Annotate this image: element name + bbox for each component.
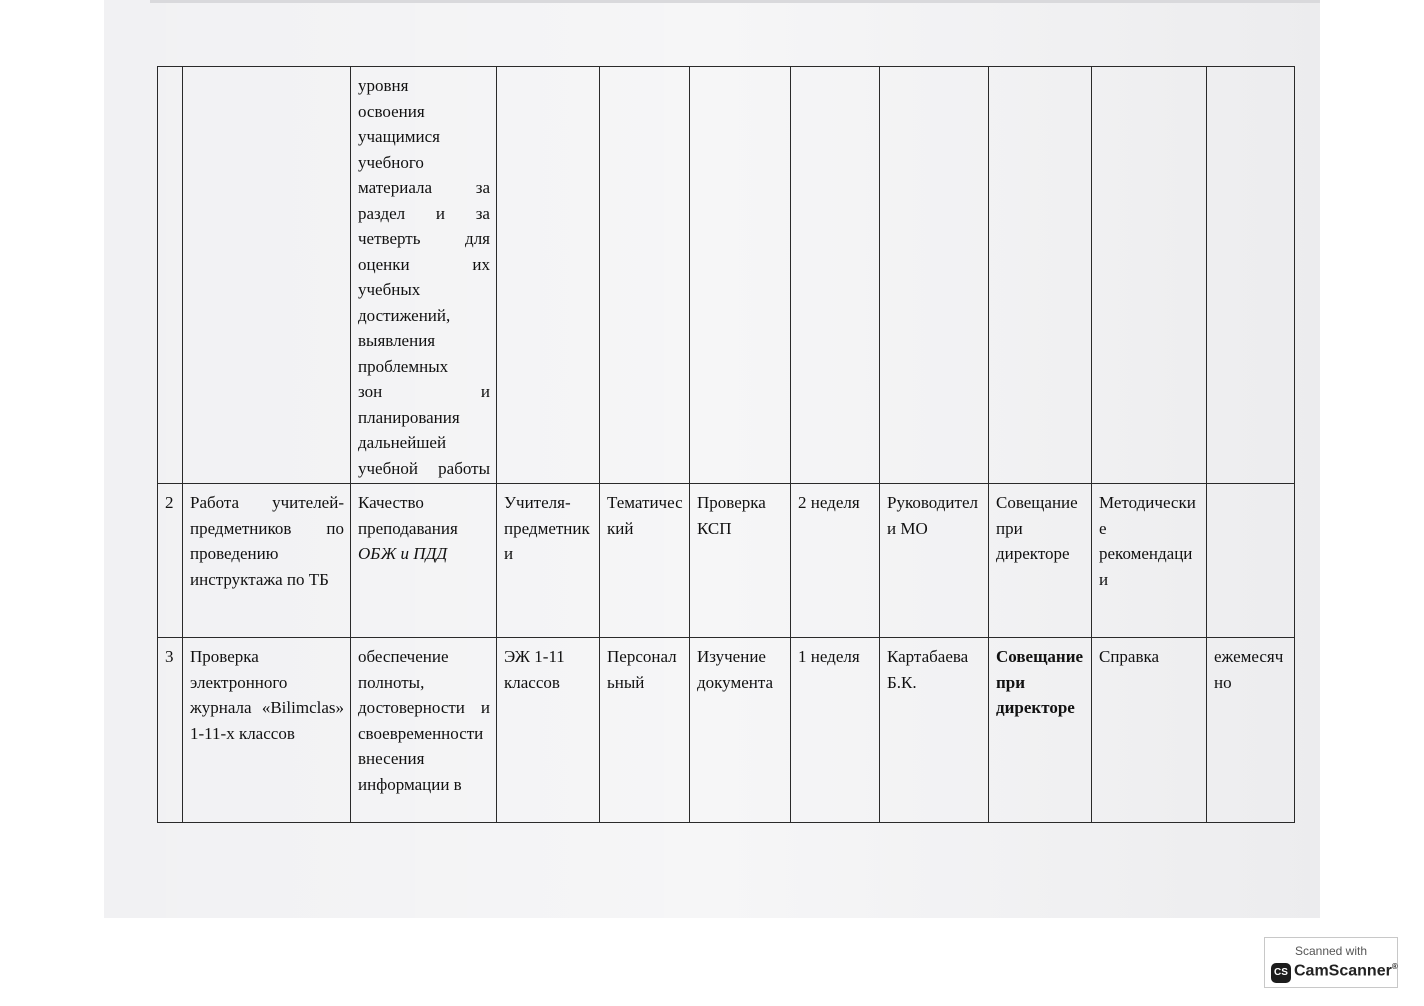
purpose-line: дальнейшей	[358, 433, 447, 452]
purpose-line	[358, 252, 490, 278]
purpose-word: работы	[438, 458, 490, 478]
cell-time: 1 неделя	[791, 638, 880, 823]
cell-type: Тематический	[600, 484, 690, 638]
purpose-italic-text: ОБЖ и ПДД	[358, 544, 448, 563]
cell-type: Персональный	[600, 638, 690, 823]
cell-extra	[1207, 484, 1295, 638]
purpose-text: Качество преподавания	[358, 493, 458, 538]
cell-extra: ежемесячно	[1207, 638, 1295, 823]
cell-result	[1092, 67, 1207, 484]
cell-review: Совещание при директоре	[989, 484, 1092, 638]
purpose-word: и	[480, 382, 490, 401]
purpose-word: материала	[358, 178, 433, 197]
cell-num: 2	[158, 484, 183, 638]
cell-num	[158, 67, 183, 484]
cell-responsible: Руководители МО	[880, 484, 989, 638]
cell-object: ЭЖ 1-11 классов	[497, 638, 600, 823]
table-row	[158, 67, 1295, 484]
purpose-line: достижений,	[358, 305, 451, 325]
purpose-line: проблемных	[358, 356, 449, 376]
cell-responsible	[880, 67, 989, 484]
purpose-line: планирования	[358, 407, 460, 427]
purpose-word: и	[435, 203, 445, 223]
purpose-line: освоения	[358, 101, 425, 121]
page-top-edge	[150, 0, 1320, 3]
purpose-line: выявления	[358, 331, 436, 350]
cell-method	[690, 67, 791, 484]
purpose-word: за	[475, 203, 490, 223]
purpose-word: за	[475, 178, 490, 197]
purpose-line	[358, 201, 490, 227]
purpose-line: учебных	[358, 280, 421, 299]
cell-responsible: Картабаева Б.К.	[880, 638, 989, 823]
cell-purpose	[351, 67, 497, 484]
watermark-top-text: Scanned with	[1294, 944, 1368, 958]
cell-review: Совещание при директоре	[989, 638, 1092, 823]
cell-purpose: обеспечение полноты, достоверности и своевременности внесения информации в	[351, 638, 497, 823]
watermark-brand	[1294, 962, 1398, 980]
camscanner-watermark	[1264, 937, 1398, 988]
cell-name: Проверка электронного журнала «Bilimclas» 1-11-х классов	[183, 638, 351, 823]
purpose-line	[358, 456, 490, 482]
cell-result: Методические рекомендации	[1092, 484, 1207, 638]
table-row	[158, 484, 1295, 638]
cell-purpose	[351, 484, 497, 638]
purpose-line: учащимися	[358, 127, 441, 146]
cell-time	[791, 67, 880, 484]
purpose-word: для	[465, 229, 490, 248]
cell-name	[183, 67, 351, 484]
cell-method: Проверка КСП	[690, 484, 791, 638]
purpose-line: учебного	[358, 152, 424, 172]
purpose-word: учебной	[358, 458, 418, 478]
control-plan-table	[157, 66, 1295, 823]
purpose-word: четверть	[358, 229, 421, 248]
cell-name: Работа учителей-предметников по проведению инструктажа по ТБ	[183, 484, 351, 638]
watermark-brand-mark: ®	[1391, 962, 1398, 971]
cell-num: 3	[158, 638, 183, 823]
purpose-word: раздел	[358, 203, 406, 223]
camscanner-logo-icon: CS	[1271, 963, 1291, 983]
cell-object	[497, 67, 600, 484]
cell-time: 2 неделя	[791, 484, 880, 638]
watermark-brand-text: CamScanner	[1294, 962, 1392, 980]
cell-method: Изучение документа	[690, 638, 791, 823]
table-row	[158, 638, 1295, 823]
cell-object: Учителя-предметники	[497, 484, 600, 638]
purpose-line	[358, 226, 490, 252]
purpose-word: зон	[358, 382, 383, 401]
purpose-line: уровня	[358, 76, 409, 95]
cell-result: Справка	[1092, 638, 1207, 823]
purpose-word: оценки	[358, 254, 410, 274]
purpose-line	[358, 379, 490, 405]
purpose-line	[358, 175, 490, 201]
cell-type	[600, 67, 690, 484]
cell-review	[989, 67, 1092, 484]
cell-extra	[1207, 67, 1295, 484]
purpose-word: их	[472, 254, 490, 274]
